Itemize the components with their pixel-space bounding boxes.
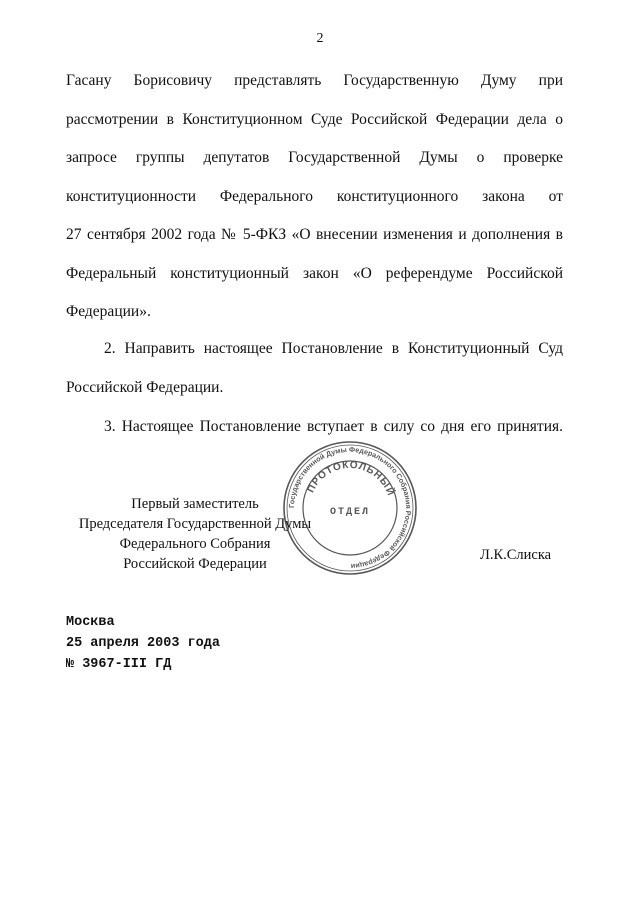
text-line: запросе группы депутатов Государственной Думы о проверке [66, 149, 563, 166]
signer-name: Л.К.Слиска [480, 547, 552, 563]
document-footer [66, 612, 220, 675]
text-line: Федеральный конституционный закон «О референдуме Российской [66, 264, 563, 282]
text-line: 2. Направить настоящее Постановление в Конституционный Суд [104, 340, 563, 357]
text-line: рассмотрении в Конституционном Суде Российской Федерации дела о [66, 110, 563, 128]
signer-title-line: Председателя Государственной Думы [78, 516, 312, 532]
paragraph-representation [66, 62, 563, 332]
stamp-center-text: ОТДЕЛ [329, 507, 371, 518]
footer-date: 25 апреля 2003 года [66, 636, 220, 651]
official-stamp [282, 440, 418, 576]
footer-city: Москва [66, 615, 115, 630]
signer-title-line: Федерального Собрания [119, 536, 271, 552]
page-number: 2 [316, 31, 324, 46]
text-line: Российской Федерации. [66, 378, 224, 396]
text-line: конституционности Федерального конституционного закона от [66, 187, 563, 205]
footer-number: № 3967-III ГД [66, 657, 172, 672]
signer-title-line: Первый заместитель [131, 496, 259, 512]
text-line: Федерации». [66, 303, 151, 320]
text-line: 3. Настоящее Постановление вступает в силу со дня его принятия. [104, 418, 563, 435]
stamp-outer-text: Государственной Думы Федерального Собрания Российской Федерации [286, 444, 414, 572]
text-line: Гасану Борисовичу представлять Государственную Думу при [66, 72, 563, 89]
paragraph-item-2 [66, 330, 563, 407]
signer-title-line: Российской Федерации [123, 556, 267, 572]
text-line: 27 сентября 2002 года № 5-ФКЗ «О внесении изменения и дополнения в [66, 226, 563, 243]
stamp-inner-text: ПРОТОКОЛЬНЫЙ [305, 459, 397, 499]
